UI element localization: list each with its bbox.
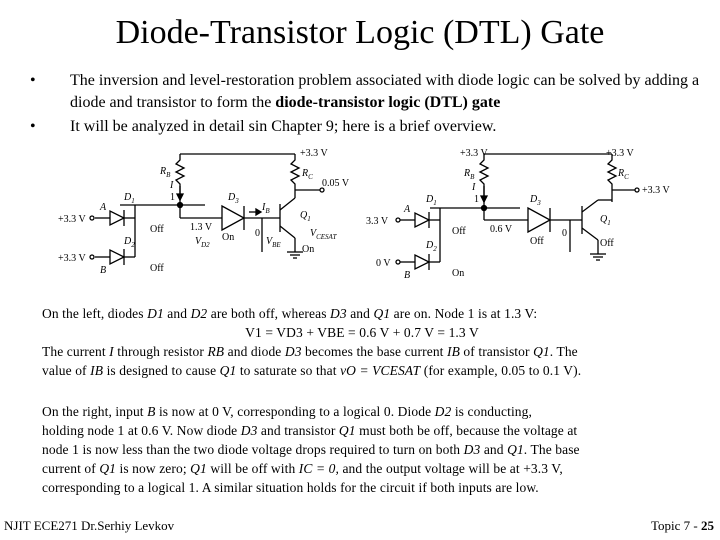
left-vd2-sub: D2 [201,241,210,249]
footer-topic: Topic 7 - [651,518,701,533]
bullet-text: It will be analyzed in detail sin Chapter 9; here is a brief overview. [70,118,497,135]
slide-title: Diode-Transistor Logic (DTL) Gate [115,14,605,51]
bullet-text: The inversion and level-restoration problem associated with diode logic can be solved by adding a diode and transistor to form the [70,72,700,111]
para2-d2: D2 [434,404,452,419]
para1-q1: Q1 [373,306,391,321]
right-d1-sub: 1 [433,199,437,207]
left-q1-state: On [302,244,315,255]
right-d1-state: Off [452,226,466,237]
para1-text: is designed to cause [103,363,220,378]
right-d3-sub: 3 [537,199,541,207]
left-rb-label: R [160,166,167,177]
svg-text:D3 [227,192,239,205]
left-ib-label: I [262,202,266,213]
left-d3-sub: 3 [235,197,239,205]
para1-ib: IB [90,363,104,378]
right-d3-label: D [530,194,538,205]
para1-text: are on. Node 1 is at 1.3 V: [390,306,538,321]
left-in-a-label: A [100,202,107,213]
left-vd2-label: V [195,236,202,247]
left-vbe-label: V [266,236,273,247]
right-rc-sub: C [624,173,629,181]
para2-q1: Q1 [99,461,117,476]
left-in-b-label: B [100,265,107,276]
svg-text:D1 [425,194,437,207]
para1-rb: RB [207,344,225,359]
left-d1-sub: 1 [131,197,135,205]
para2-d3: D3 [463,442,481,457]
left-ib-sub: B [265,207,270,215]
left-d2-state: Off [150,263,164,274]
para2-ic: IC = 0, [298,461,339,476]
right-vcc-label-c: +3.3 V [606,148,634,159]
para2-text: holding node 1 at 0.6 V. Now diode [42,423,241,438]
left-zero-label: 0 [255,228,260,239]
para2-q1: Q1 [190,461,207,476]
bullet-item [30,116,710,138]
left-node-label: 1 [170,192,175,203]
para2-text: node 1 is now less than the two diode voltage drops required to turn on both [42,442,464,457]
bullet-dot-icon: • [30,72,36,89]
svg-text:RB [463,168,475,181]
para1-text: are both off, whereas [207,306,331,321]
left-explanation-paragraph [42,304,682,380]
para1-d1: D1 [147,306,164,321]
para1-text: becomes the base current [301,344,447,359]
para1-q1: Q1 [219,363,237,378]
para1-text: and [346,306,374,321]
right-current-label: I [472,182,476,193]
left-d1-label: D [124,192,132,203]
left-current-label: I [170,180,174,191]
para1-text: to saturate so that [236,363,341,378]
para2-text: On the right, input [42,404,148,419]
right-in-b-volt: 0 V [376,258,391,269]
para1-d3: D3 [284,344,302,359]
para1-text: The current [42,344,110,359]
para1-text: through resistor [113,344,208,359]
svg-text:RB [159,166,171,179]
right-in-b-label: B [404,270,411,281]
right-explanation-paragraph [42,402,682,497]
para2-text: must both be off, because the voltage at [355,423,578,438]
para1-d3: D3 [330,306,347,321]
left-d1-state: Off [150,224,164,235]
right-in-a-label: A [404,204,411,215]
svg-text:D3 [529,194,541,207]
left-d3-label: D [228,192,236,203]
para1-q1: Q1 [533,344,550,359]
left-rb-sub: B [166,171,171,179]
left-d2-sub: 2 [131,241,135,249]
right-d2-sub: 2 [433,245,437,253]
para1-text: of transistor [459,344,534,359]
para2-text: will be off with [206,461,299,476]
para1-text: and [163,306,191,321]
para2-text: and the output voltage will be at +3.3 V, [338,461,563,476]
para2-text: and transistor [257,423,339,438]
para2-text: corresponding to a logical 1. A similar situation holds for the circuit if both inputs are low. [42,480,539,495]
right-q1-label: Q [600,214,608,225]
right-d2-state: On [452,268,465,279]
para2-q1: Q1 [507,442,524,457]
right-q1-state: Off [600,238,614,249]
node-voltage-equation: V1 = VD3 + VBE = 0.6 V + 0.7 V = 1.3 V [245,325,479,340]
para2-text: is now zero; [116,461,191,476]
right-out-label: +3.3 V [642,185,670,196]
bullet-item [30,70,710,114]
para1-text: value of [42,363,91,378]
para2-text: is now at 0 V, corresponding to a logical 0. Diode [155,404,435,419]
para2-text: and [480,442,508,457]
para2-b: B [147,404,156,419]
right-rc-label: R [618,168,625,179]
dtl-circuit-diagrams [0,140,720,300]
para2-text: . The base [523,442,580,457]
left-vcesat-label: V [310,228,317,239]
svg-text:VCESAT [310,228,338,241]
para1-i: I [109,344,114,359]
left-in-a-volt: +3.3 V [58,214,86,225]
bullet-dot-icon: • [30,118,36,135]
bullet-bold-text: diode-transistor logic (DTL) gate [275,94,501,111]
right-d3-state: Off [530,236,544,247]
left-rc-sub: C [308,173,313,181]
para1-text: and diode [224,344,285,359]
right-rb-sub: B [470,173,475,181]
left-out-label: 0.05 V [322,178,350,189]
footer-page: 25 [701,518,714,533]
left-d2-label: D [124,236,132,247]
left-vcc-label: +3.3 V [300,148,328,159]
left-rc-label: R [302,168,309,179]
para1-ib: IB [447,344,460,359]
left-in-b-volt: +3.3 V [58,253,86,264]
para2-q1: Q1 [338,423,356,438]
right-zero-label: 0 [562,228,567,239]
para2-text: current of [42,461,100,476]
right-d1-label: D [426,194,434,205]
right-node-volt: 0.6 V [490,224,513,235]
para1-d2: D2 [190,306,208,321]
footer-page-number [651,518,714,534]
bullet-list [30,70,710,140]
svg-text:VD2 [195,236,210,249]
right-rb-label: R [464,168,471,179]
right-d2-label: D [426,240,434,251]
svg-text:VBE [266,236,281,249]
svg-text:IB [261,202,270,215]
para2-text: is conducting, [451,404,532,419]
right-q1-sub: 1 [607,219,611,227]
left-node-volt: 1.3 V [190,222,213,233]
svg-text:D1 [123,192,135,205]
para1-text: (for example, 0.05 to 0.1 V). [420,363,582,378]
right-in-a-volt: 3.3 V [366,216,389,227]
para2-d3: D3 [240,423,258,438]
para1-text: . The [549,344,578,359]
left-vcesat-sub: CESAT [316,233,337,241]
right-node-label: 1 [474,194,479,205]
left-vbe-sub: BE [272,241,281,249]
left-d3-state: On [222,232,235,243]
footer-course-info: NJIT ECE271 Dr.Serhiy Levkov [4,518,175,533]
para1-vo: vO = VCESAT [340,363,421,378]
svg-text:RC [301,168,313,181]
svg-text:D2 [123,236,135,249]
left-q1-label: Q [300,210,308,221]
left-q1-sub: 1 [307,215,311,223]
svg-text:RC [617,168,629,181]
svg-text:Q1 [300,210,311,223]
svg-text:Q1 [600,214,611,227]
svg-text:D2 [425,240,437,253]
para1-text: On the left, diodes [42,306,148,321]
right-vcc-label-b: +3.3 V [460,148,488,159]
